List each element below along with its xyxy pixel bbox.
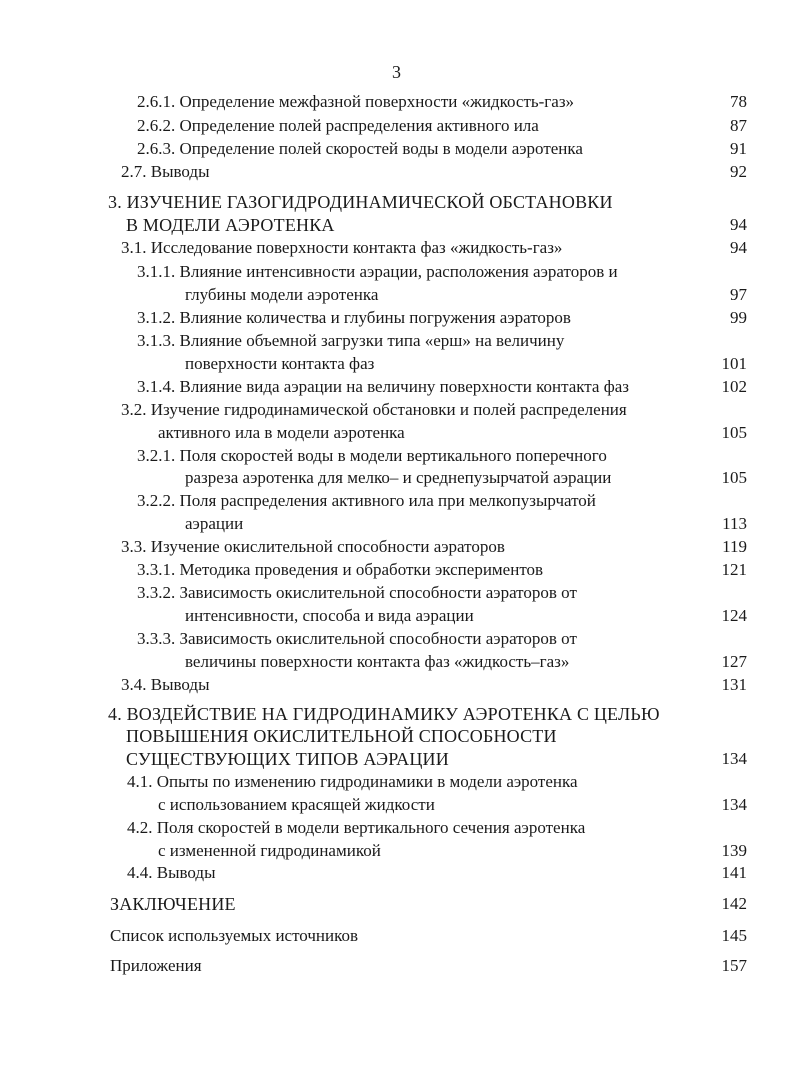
toc-entry-page: 113 — [722, 514, 747, 533]
toc-entry-page: 141 — [721, 863, 747, 882]
toc-entry-title: 3.1.3. Влияние объемной загрузки типа «ерш» на величину — [137, 331, 565, 350]
toc-entry-title: 2.6.2. Определение полей распределения активного ила — [137, 116, 539, 135]
page-number: 3 — [392, 62, 401, 82]
toc-entry-title: 2.6.1. Определение межфазной поверхности «жидкость-газ» — [137, 92, 575, 111]
toc-entry-title: 3.2.2. Поля распределения активного ила при мелкопузырчатой — [137, 491, 596, 510]
toc-entry-title: 3.1.2. Влияние количества и глубины погружения аэраторов — [137, 308, 571, 327]
toc-entry-title: поверхности контакта фаз — [185, 354, 375, 373]
toc-entry-page: 134 — [721, 795, 747, 814]
toc-entry-title: 3.1.1. Влияние интенсивности аэрации, расположения аэраторов и — [137, 262, 618, 281]
toc-entry-page: 78 — [730, 92, 747, 111]
toc-entry-title: 3.2.1. Поля скоростей воды в модели вертикального поперечного — [137, 446, 607, 465]
toc-entry-page: 142 — [721, 894, 747, 913]
toc-entry-title: с использованием красящей жидкости — [158, 795, 435, 814]
toc-entry-page: 157 — [721, 956, 747, 975]
toc-entry-title: 4.4. Выводы — [127, 863, 216, 882]
toc-entry-page: 124 — [721, 606, 747, 625]
toc-entry-page: 145 — [721, 926, 747, 945]
toc-entry-title: 3.3. Изучение окислительной способности аэраторов — [121, 537, 505, 556]
toc-entry-title: 4.2. Поля скоростей в модели вертикального сечения аэротенка — [127, 818, 586, 837]
toc-entry-page: 105 — [721, 468, 747, 487]
toc-entry-title: глубины модели аэротенка — [185, 285, 379, 304]
toc-entry-page: 94 — [730, 215, 747, 234]
toc-entry-title: 3.4. Выводы — [121, 675, 210, 694]
toc-entry-page: 121 — [721, 560, 747, 579]
toc-entry-title: интенсивности, способа и вида аэрации — [185, 606, 474, 625]
toc-entry-page: 102 — [721, 377, 747, 396]
toc-entry-page: 99 — [730, 308, 747, 327]
toc-entry-title: активного ила в модели аэротенка — [158, 423, 405, 442]
toc-entry-title: Список используемых источников — [110, 926, 359, 945]
toc-chapter-title: 4. ВОЗДЕЙСТВИЕ НА ГИДРОДИНАМИКУ АЭРОТЕНКА С ЦЕЛЬЮ — [108, 704, 660, 724]
toc-entry-page: 127 — [721, 652, 747, 671]
toc-entry-page: 101 — [721, 354, 747, 373]
toc-entry-title: Приложения — [110, 956, 202, 975]
toc-entry-page: 134 — [721, 749, 747, 768]
toc-chapter-title: 3. ИЗУЧЕНИЕ ГАЗОГИДРОДИНАМИЧЕСКОЙ ОБСТАНОВКИ — [108, 192, 613, 212]
toc-entry-title: аэрации — [185, 514, 244, 533]
toc-entry-title: 2.7. Выводы — [121, 162, 210, 181]
toc-chapter-title: ПОВЫШЕНИЯ ОКИСЛИТЕЛЬНОЙ СПОСОБНОСТИ — [126, 726, 557, 746]
toc-entry-title: 3.1. Исследование поверхности контакта фаз «жидкость-газ» — [121, 238, 563, 257]
toc-entry-page: 105 — [721, 423, 747, 442]
toc-entry-page: 139 — [721, 841, 747, 860]
toc-entry-title: разреза аэротенка для мелко– и среднепузырчатой аэрации — [185, 468, 612, 487]
toc-entry-title: 3.3.2. Зависимость окислительной способности аэраторов от — [137, 583, 577, 602]
toc-entry-page: 94 — [730, 238, 747, 257]
toc-entry-title: с измененной гидродинамикой — [158, 841, 381, 860]
toc-entry-title: 3.1.4. Влияние вида аэрации на величину поверхности контакта фаз — [137, 377, 630, 396]
toc-chapter-title: СУЩЕСТВУЮЩИХ ТИПОВ АЭРАЦИИ — [126, 749, 449, 769]
toc-entry-page: 119 — [722, 537, 747, 556]
toc-entry-title: 2.6.3. Определение полей скоростей воды в модели аэротенка — [137, 139, 583, 158]
toc-entry-page: 87 — [730, 116, 747, 135]
toc-chapter-title: В МОДЕЛИ АЭРОТЕНКА — [126, 215, 335, 235]
toc-entry-page: 92 — [730, 162, 747, 181]
toc-entry-title: величины поверхности контакта фаз «жидкость–газ» — [185, 652, 570, 671]
toc-entry-page: 91 — [730, 139, 747, 158]
toc-entry-title: 3.2. Изучение гидродинамической обстановки и полей распределения — [121, 400, 627, 419]
toc-chapter-title: ЗАКЛЮЧЕНИЕ — [110, 894, 236, 914]
toc-entry-title: 4.1. Опыты по изменению гидродинамики в модели аэротенка — [127, 772, 578, 791]
toc-entry-title: 3.3.3. Зависимость окислительной способности аэраторов от — [137, 629, 577, 648]
toc-entry-title: 3.3.1. Методика проведения и обработки экспериментов — [137, 560, 544, 579]
toc-entry-page: 97 — [730, 285, 747, 304]
toc-entry-page: 131 — [721, 675, 747, 694]
